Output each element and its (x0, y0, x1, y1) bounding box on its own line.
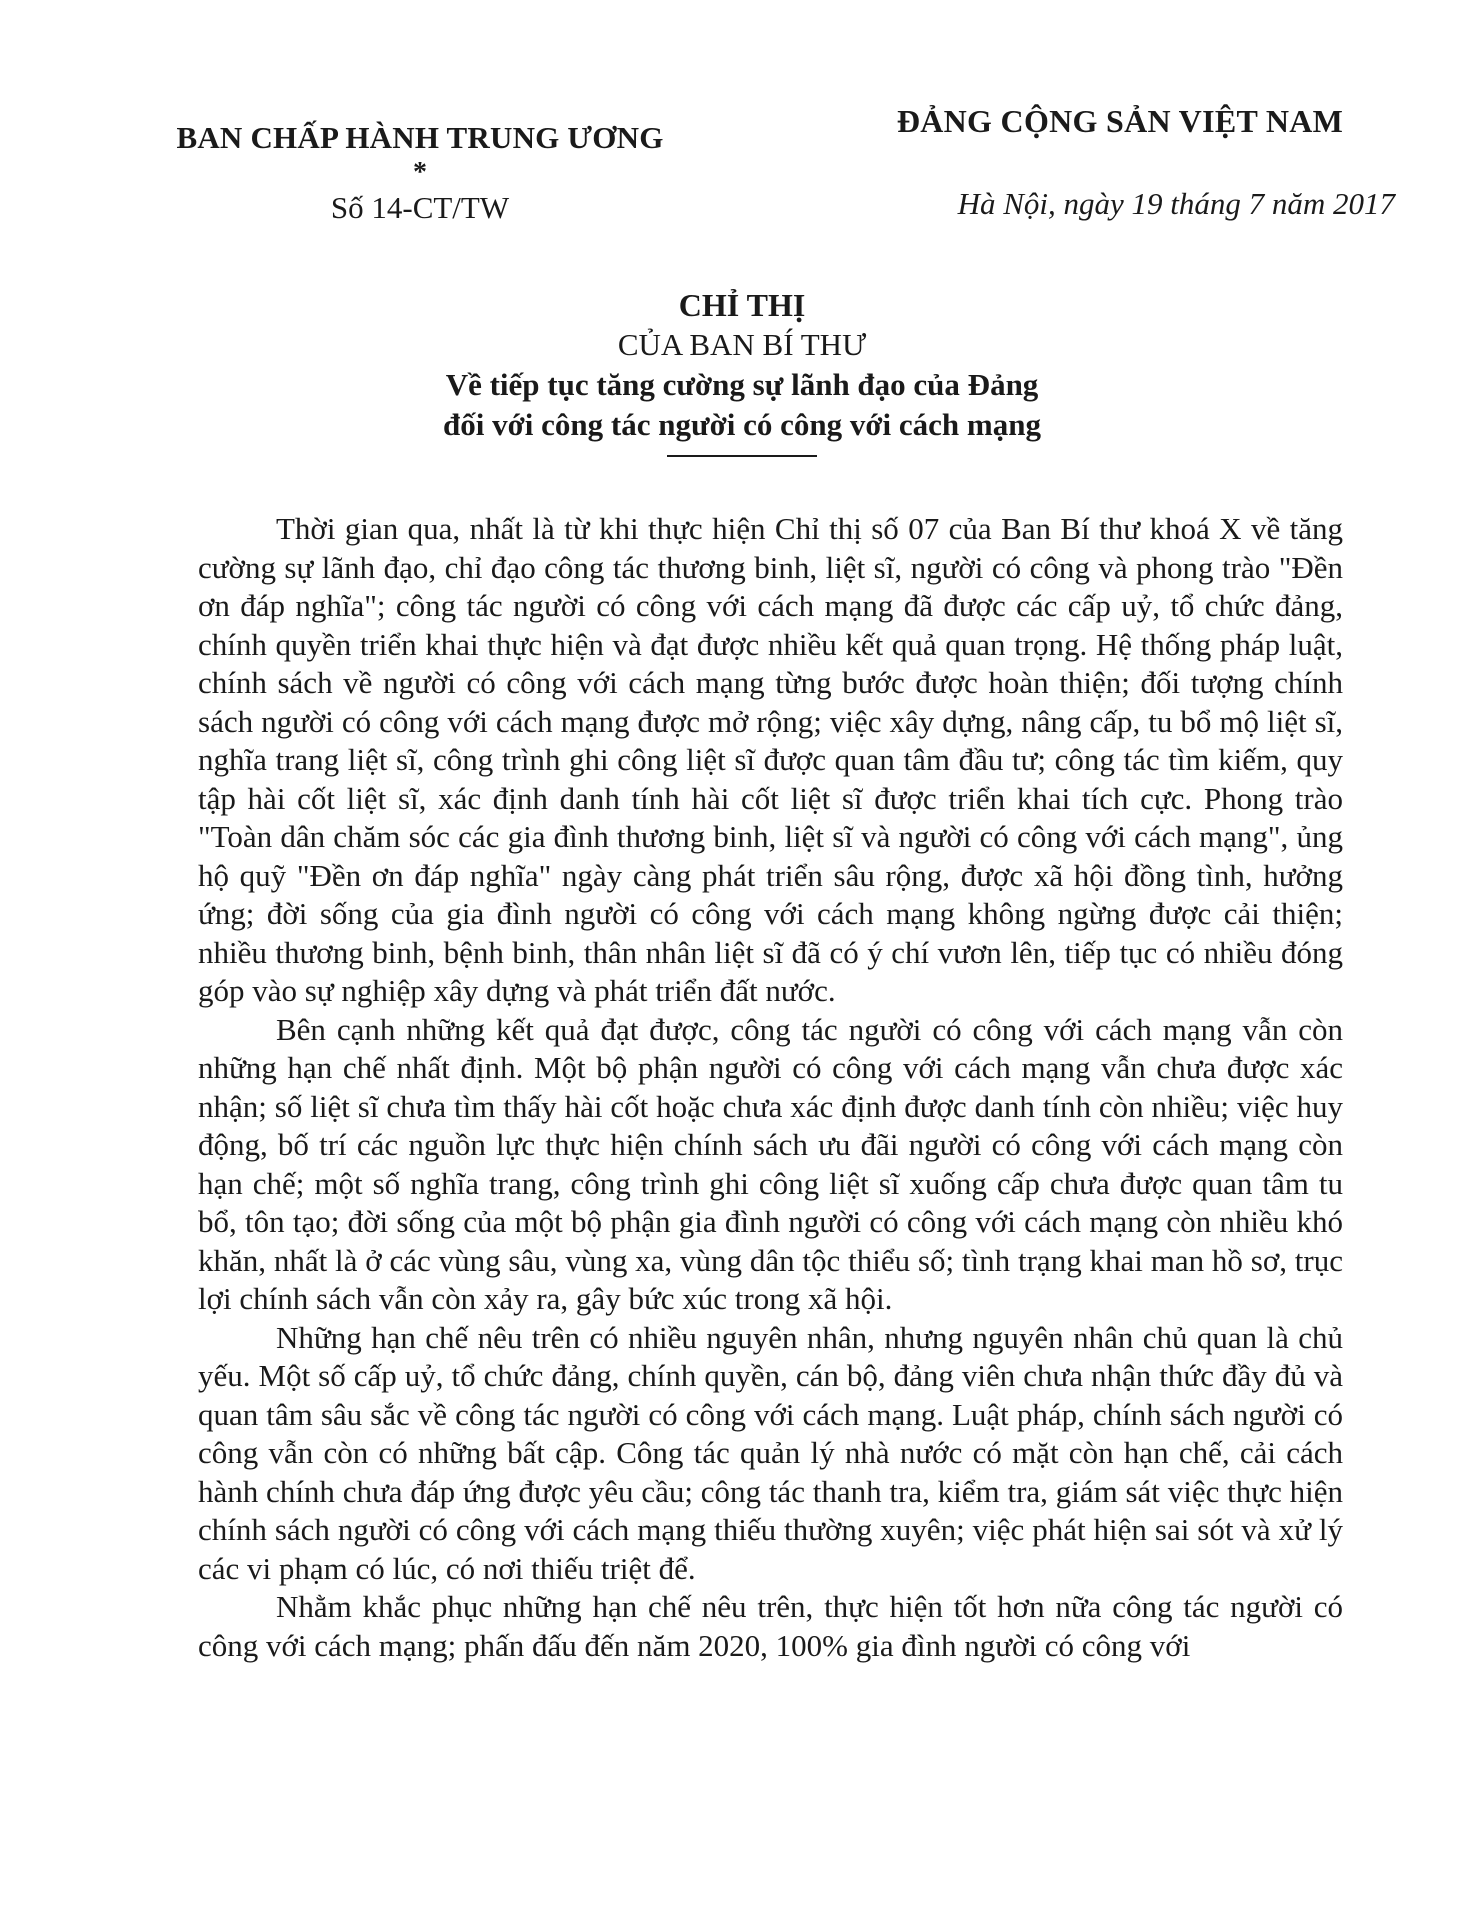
body-paragraph-1: Thời gian qua, nhất là từ khi thực hiện Chỉ thị số 07 của Ban Bí thư khoá X về tăng cường sự lãnh đạo, chỉ đạo công tác thương binh, liệt sĩ, người có công và phong trào "Đền ơn đáp nghĩa"; công tác người có công với cách mạng đã được các cấp uỷ, tổ chức đảng, chính quyền triển khai thực hiện và đạt được nhiều kết quả quan trọng. Hệ thống pháp luật, chính sách về người có công với cách mạng từng bước được hoàn thiện; đối tượng chính sách người có công với cách mạng được mở rộng; việc xây dựng, nâng cấp, tu bổ mộ liệt sĩ, nghĩa trang liệt sĩ, công trình ghi công liệt sĩ được quan tâm đầu tư; công tác tìm kiếm, quy tập hài cốt liệt sĩ, xác định danh tính hài cốt liệt sĩ được triển khai tích cực. Phong trào "Toàn dân chăm sóc các gia đình thương binh, liệt sĩ và người có công với cách mạng", ủng hộ quỹ "Đền ơn đáp nghĩa" ngày càng phát triển sâu rộng, được xã hội đồng tình, hưởng ứng; đời sống của gia đình người có công với cách mạng không ngừng được cải thiện; nhiều thương binh, bệnh binh, thân nhân liệt sĩ đã có ý chí vươn lên, tiếp tục có nhiều đóng góp vào sự nghiệp xây dựng và phát triển đất nước. (198, 511, 1343, 1008)
body-paragraph-2: Bên cạnh những kết quả đạt được, công tác người có công với cách mạng vẫn còn những hạn chế nhất định. Một bộ phận người có công với cách mạng vẫn chưa được xác nhận; số liệt sĩ chưa tìm thấy hài cốt hoặc chưa xác định được danh tính còn nhiều; việc huy động, bố trí các nguồn lực thực hiện chính sách ưu đãi người có công với cách mạng còn hạn chế; một số nghĩa trang, công trình ghi công liệt sĩ xuống cấp chưa được quan tâm tu bổ, tôn tạo; đời sống của một bộ phận gia đình người có công với cách mạng còn nhiều khó khăn, nhất là ở các vùng sâu, vùng xa, vùng dân tộc thiểu số; tình trạng khai man hồ sơ, trục lợi chính sách vẫn còn xảy ra, gây bức xúc trong xã hội. (198, 1011, 1343, 1316)
party-name: ĐẢNG CỘNG SẢN VIỆT NAM (896, 103, 1344, 139)
body-paragraph-4: Nhằm khắc phục những hạn chế nêu trên, thực hiện tốt hơn nữa công tác người có công với cách mạng; phấn đấu đến năm 2020, 100% gia đình người có công với (198, 1589, 1343, 1663)
title-block (0, 285, 1484, 457)
title-divider (667, 455, 817, 457)
document-number: Số 14-CT/TW (330, 190, 510, 225)
issuing-organization: BAN CHẤP HÀNH TRUNG ƯƠNG (176, 120, 664, 155)
header-right-block (800, 100, 1440, 224)
document-issuer: CỦA BAN BÍ THƯ (617, 327, 867, 362)
document-body (198, 510, 1343, 1665)
organization-star-mark: * (413, 157, 427, 188)
body-paragraph-3: Những hạn chế nêu trên có nhiều nguyên nhân, nhưng nguyên nhân chủ quan là chủ yếu. Một số cấp uỷ, tổ chức đảng, chính quyền, cán bộ, đảng viên chưa nhận thức đầy đủ và quan tâm sâu sắc về công tác người có công với cách mạng. Luật pháp, chính sách người có công vẫn còn có những bất cập. Công tác quản lý nhà nước có mặt còn hạn chế, cải cách hành chính chưa đáp ứng được yêu cầu; công tác thanh tra, kiểm tra, giám sát việc thực hiện chính sách người có công với cách mạng thiếu thường xuyên; việc phát hiện sai sót và xử lý các vi phạm có lúc, có nơi thiếu triệt để. (198, 1319, 1343, 1586)
date-place-line: Hà Nội, ngày 19 tháng 7 năm 2017 (957, 186, 1395, 221)
header-left-block (150, 118, 690, 228)
document-type: CHỈ THỊ (678, 287, 806, 323)
subject-line-2: đối với công tác người có công với cách mạng (443, 407, 1041, 442)
subject-line-1: Về tiếp tục tăng cường sự lãnh đạo của Đảng (445, 367, 1039, 402)
